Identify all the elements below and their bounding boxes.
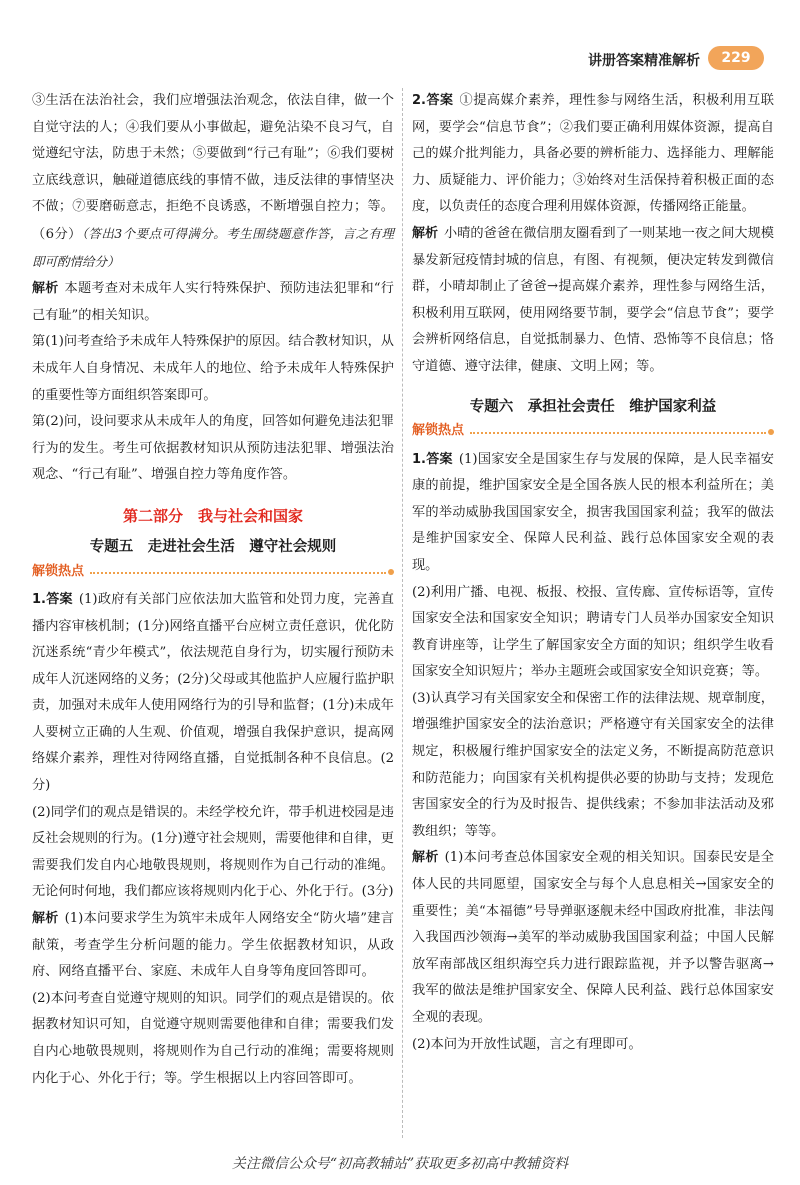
- answer-text: (1)政府有关部门应依法加大监管和处罚力度，完善直播内容审核机制；(1分)网络直播平台应树立责任意识，优化防沉迷系统“青少年模式”，依法规范自身行为，切实履行预防未成年人沉迷网络的义务；(2分)父母或其他监护人应履行监护职责，加强对未成年人使用网络行为的引导和监督；(1分)未成年人要树立正确的人生观、价值观，增强自我保护意识，提高网络媒介素养，理性对待网络直播，自觉抵制各种不良信息。(2分): [32, 591, 394, 794]
- answer-label: 答案: [425, 93, 454, 108]
- analysis-label: 解析: [32, 911, 59, 927]
- dot-icon: [768, 429, 774, 435]
- dotted-rule: [90, 572, 386, 574]
- answer-text: (1)国家安全是国家生存与发展的保障，是人民幸福安康的前提，维护国家安全是全国各族人民的根本利益所在；美军的举动威胁我国国家安全，损害我国国家利益；我军的做法是维护国家安全、保障人民利益、践行总体国家安全观的表现。: [412, 451, 774, 573]
- analysis-text: 小晴的爸爸在微信朋友圈看到了一则某地一夜之间大规模暴发新冠疫情封城的信息，有图、有视频，便决定转发到微信群，小晴却制止了爸爸→提高媒介素养，理性参与网络生活，积极利用互联网，使用网络要节制，要学会“信息节食”；要学会辨析网络信息，自觉抵制暴力、色情、恐怖等不良信息；恪守道德、遵守法律，健康、文明上网；等。: [412, 225, 774, 374]
- answer-paragraph: (3)认真学习有关国家安全和保密工作的法律法规、规章制度，增强维护国家安全的法治意识；严格遵守有关国家安全的法律规定，积极履行维护国家安全的法定义务，不断提高防范意识和防范能力；向国家有关机构提供必要的协助与支持；发现危害国家安全的行为及时报告、提供线索；不参加非法活动及邪教组织；等等。: [412, 690, 774, 839]
- page-footer: 关注微信公众号“初高教辅站”获取更多初高中教辅资料: [231, 1156, 569, 1172]
- answer-paragraph: (2)利用广播、电视、板报、校报、宣传廊、宣传标语等，宣传国家安全法和国家安全知识；聘请专门人员举办国家安全知识教育讲座等，让学生了解国家安全方面的知识；组织学生收看国家安全知识短片；举办主题班会或国家安全知识竞赛；等。: [412, 584, 774, 680]
- question-number: 1.: [32, 591, 46, 607]
- analysis-paragraph: (2)本问为开放性试题，言之有理即可。: [412, 1036, 642, 1052]
- question-number: 2.: [412, 93, 426, 108]
- hot-label: 解锁热点: [412, 423, 465, 439]
- part-title: 第二部分 我与社会和国家: [122, 506, 303, 525]
- page-header: [0, 40, 800, 80]
- dot-icon: [388, 569, 394, 575]
- answer-continuation: [32, 88, 394, 276]
- topic-title: 专题五 走进社会生活 遵守社会规则: [89, 538, 337, 555]
- analysis-text: (1)本问要求学生为筑牢未成年人网络安全“防火墙”建言献策，考查学生分析问题的能力。学生依据教材知识，从政府、网络直播平台、家庭、未成年人自身等角度回答即可。: [32, 911, 394, 980]
- hot-section-header: [412, 421, 774, 443]
- analysis-text: 本题考查对未成年人实行特殊保护、预防违法犯罪和“行己有耻”的相关知识。: [32, 281, 394, 323]
- analysis-text: (1)本问考查总体国家安全观的相关知识。国泰民安是全体人民的共同愿望，国家安全与每个人息息相关→国家安全的重要性；美“本福德”号导弹驱逐舰未经中国政府批准，非法闯入我国西沙领海→美军的举动威胁我国国家利益；中国人民解放军南部战区组织海空兵力进行跟踪监视，并予以警告驱离→我军的做法是维护国家安全、保障人民利益、践行总体国家安全观的表现。: [412, 850, 774, 1025]
- analysis-block: [32, 276, 394, 329]
- analysis-label: 解析: [32, 281, 59, 297]
- answer-block: [412, 88, 774, 221]
- analysis-paragraph: (2)本问考查自觉遵守规则的知识。同学们的观点是错误的。依据教材知识可知，自觉遵守规则需要他律和自律；需要我们发自内心地敬畏规则，将规则作为自己行动的准绳；需要将规则内化于心、外化于行；等。学生根据以上内容回答即可。: [32, 990, 394, 1086]
- hot-label: 解锁热点: [32, 563, 85, 579]
- column-divider: [402, 88, 403, 1138]
- analysis-paragraph: 第(2)问，设问要求从未成年人的角度，回答如何避免违法犯罪行为的发生。考生可依据教材知识从预防违法犯罪、增强法治观念、“行己有耻”、增强自控力等角度作答。: [32, 414, 394, 483]
- hot-section-header: [32, 561, 394, 583]
- analysis-label: 解析: [412, 225, 439, 241]
- header-title: 讲册答案精准解析: [588, 53, 700, 69]
- answer-label: 答案: [45, 591, 73, 607]
- topic-title: 专题六 承担社会责任 维护国家利益: [469, 398, 717, 415]
- answer-label: 答案: [425, 451, 453, 467]
- scoring-note: （答出3个要点可得满分。考生围绕题意作答，言之有理即可酌情给分）: [32, 225, 394, 269]
- analysis-block: [32, 906, 394, 986]
- right-column: [412, 88, 774, 1058]
- left-column: [32, 88, 394, 1092]
- analysis-paragraph: 第(1)问考查给予未成年人特殊保护的原因。结合教材知识，从未成年人自身情况、未成年人的地位、给予未成年人特殊保护的重要性等方面组织答案即可。: [32, 334, 394, 403]
- answer-block: [412, 447, 774, 580]
- dotted-rule: [470, 432, 766, 434]
- answer-block: [32, 587, 394, 800]
- page-number-badge: 229: [708, 46, 764, 70]
- question-number: 1.: [412, 451, 426, 467]
- analysis-block: [412, 845, 774, 1031]
- answer-text: ①提高媒介素养，理性参与网络生活，积极利用互联网，要学会“信息节食”；②我们要正确利用媒体资源，提高自己的媒介批判能力，具备必要的辨析能力、选择能力、理解能力、质疑能力、评价能力；③始终对生活保持着积极正面的态度，以负责任的态度合理利用媒体资源，传播网络正能量。: [412, 93, 774, 215]
- analysis-label: 解析: [412, 850, 439, 866]
- answer-paragraph: (2)同学们的观点是错误的。未经学校允许，带手机进校园是违反社会规则的行为。(1分)遵守社会规则，需要他律和自律，更需要我们发自内心地敬畏规则，将规则作为自己行动的准绳。无论何时何地，我们都应该将规则内化于心、外化于行。(3分): [32, 804, 394, 900]
- analysis-block: [412, 221, 774, 381]
- answer-text: ③生活在法治社会，我们应增强法治观念，依法自律，做一个自觉守法的人；④我们要从小事做起，避免沾染不良习气，自觉遵纪守法，防患于未然；⑤要做到“行己有耻”；⑥我们要树立底线意识，触碰道德底线的事情不做，违反法律的事情坚决不做；⑦要磨砺意志，拒绝不良诱惑，不断增强自控力；等。（6分）: [32, 93, 394, 242]
